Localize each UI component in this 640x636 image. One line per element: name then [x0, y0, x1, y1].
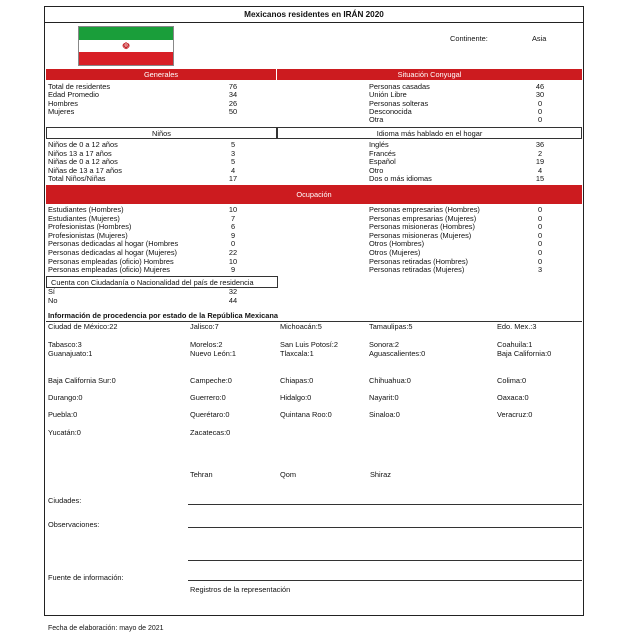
ocup-left-label: Profesionistas (Mujeres)	[48, 230, 128, 240]
state-count: Veracruz:0	[497, 410, 533, 419]
idioma-rows-label: Español	[369, 157, 396, 167]
idioma-header: Idioma más hablado en el hogar	[277, 127, 582, 139]
state-count: Yucatán:0	[48, 428, 81, 437]
idioma-rows-value: 36	[535, 140, 545, 149]
ocup-right-label: Personas empresarias (Mujeres)	[369, 213, 477, 223]
ocup-left-value: 22	[228, 248, 238, 257]
ninos-header: Niños	[46, 127, 277, 139]
state-count: Sinaloa:0	[369, 410, 400, 419]
ciudades-label: Ciudades:	[48, 496, 82, 505]
conyugal-rows-label: Desconocida	[369, 106, 412, 116]
ocup-right-label: Otros (Mujeres)	[369, 248, 421, 257]
ocup-left-label: Profesionistas (Hombres)	[48, 222, 132, 232]
ocup-left-label: Personas dedicadas al hogar (Hombres	[48, 239, 179, 249]
ocup-right-value: 0	[537, 222, 543, 232]
ocup-left-label: Estudiantes (Mujeres)	[48, 213, 120, 223]
ocup-left-value: 0	[230, 239, 236, 249]
ninos-rows-label: Total Niños/Niñas	[48, 174, 106, 184]
state-count: Jalisco:7	[190, 322, 219, 331]
fuente-value: Registros de la representación	[190, 585, 291, 594]
state-count: Querétaro:0	[190, 410, 230, 419]
conyugal-rows-label: Unión Libre	[369, 90, 407, 100]
state-count: Nayarit:0	[369, 393, 399, 402]
ciudadania-header: Cuenta con Ciudadanía o Nacionalidad del país de residencia	[46, 276, 278, 288]
state-count: Michoacán:5	[280, 322, 322, 331]
ocup-left-label: Personas dedicadas al hogar (Mujeres)	[48, 248, 177, 257]
ocup-left-label: Personas empleadas (oficio) Mujeres	[48, 265, 170, 275]
ciud-rows-label: No	[48, 295, 58, 305]
idioma-rows-value: 19	[535, 157, 545, 167]
ocup-right-label: Personas retiradas (Hombres)	[369, 256, 468, 266]
observaciones-line-1	[188, 527, 582, 528]
state-count: Aguascalientes:0	[369, 349, 426, 358]
state-count: Tamaulipas:5	[369, 322, 413, 331]
ocup-right-label: Otros (Hombres)	[369, 239, 425, 249]
ocup-left-label: Estudiantes (Hombres)	[48, 205, 124, 214]
ocup-right-label: Personas retiradas (Mujeres)	[369, 265, 465, 275]
continent-label: Continente:	[450, 34, 488, 43]
ocup-right-value: 0	[537, 248, 543, 257]
city-1: Tehran	[190, 470, 213, 479]
state-count: Quintana Roo:0	[280, 410, 332, 419]
procedencia-header: Información de procedencia por estado de la República Mexicana	[48, 311, 278, 320]
state-count: Ciudad de México:22	[48, 322, 118, 331]
state-count: Morelos:2	[190, 340, 223, 349]
observaciones-label: Observaciones:	[48, 520, 100, 529]
ocup-right-value: 0	[537, 256, 543, 266]
conyugal-rows-value: 0	[537, 98, 543, 108]
idioma-rows-label: Dos o más idiomas	[369, 174, 432, 184]
generales-rows-label: Hombres	[48, 98, 78, 108]
conyugal-rows-label: Personas solteras	[369, 98, 429, 108]
generales-rows-label: Mujeres	[48, 106, 75, 116]
state-count: Baja California Sur:0	[48, 376, 116, 385]
ocup-right-label: Personas misioneras (Mujeres)	[369, 230, 472, 240]
idioma-rows-label: Otro	[369, 165, 384, 175]
ciud-rows-value: 44	[228, 295, 238, 305]
conyugal-rows-value: 30	[535, 90, 545, 100]
conyugal-rows-value: 0	[537, 115, 543, 125]
page-title: Mexicanos residentes en IRÁN 2020	[44, 6, 584, 23]
ciud-rows-value: 32	[228, 287, 238, 296]
state-count: Guanajuato:1	[48, 349, 93, 358]
state-count: Durango:0	[48, 393, 83, 402]
state-count: Colima:0	[497, 376, 527, 385]
ciud-rows-label: Sí	[48, 287, 55, 296]
conyugal-rows-value: 0	[537, 106, 543, 116]
state-count: Nuevo León:1	[190, 349, 237, 358]
ocup-right-value: 0	[537, 205, 543, 214]
ocup-right-value: 0	[537, 239, 543, 249]
idioma-rows-value: 15	[535, 174, 545, 184]
state-count: Campeche:0	[190, 376, 232, 385]
observaciones-line-2	[188, 560, 582, 561]
generales-rows-value: 50	[228, 106, 238, 116]
ocup-left-value: 9	[230, 265, 236, 275]
generales-header: Generales	[46, 69, 276, 80]
ninos-rows-value: 17	[228, 174, 238, 184]
flag-white-stripe	[79, 40, 173, 52]
ocup-left-value: 10	[228, 256, 238, 266]
ocup-right-label: Personas empresarias (Hombres)	[369, 205, 480, 214]
iran-flag	[78, 26, 174, 66]
generales-rows-value: 76	[228, 82, 238, 91]
flag-red-stripe	[79, 52, 173, 65]
conyugal-rows-value: 46	[535, 82, 545, 91]
state-count: Tlaxcala:1	[280, 349, 314, 358]
ocup-right-value: 0	[537, 230, 543, 240]
idioma-rows-label: Inglés	[369, 140, 389, 149]
generales-rows-value: 34	[228, 90, 238, 100]
state-count: Hidalgo:0	[280, 393, 312, 402]
generales-rows-label: Edad Promedio	[48, 90, 99, 100]
idioma-rows-value: 2	[537, 148, 543, 158]
ocupacion-header: Ocupación	[46, 185, 582, 204]
conyugal-header: Situación Conyugal	[277, 69, 582, 80]
city-2: Qom	[280, 470, 297, 479]
generales-rows-label: Total de residentes	[48, 82, 111, 91]
conyugal-rows-label: Otra	[369, 115, 384, 125]
ocup-right-value: 0	[537, 213, 543, 223]
ninos-rows-label: Niños de 0 a 12 años	[48, 140, 118, 149]
idioma-rows-label: Francés	[369, 148, 396, 158]
ocup-left-value: 10	[228, 205, 238, 214]
fuente-label: Fuente de información:	[48, 573, 124, 582]
ninos-rows-label: Niños 13 a 17 años	[48, 148, 112, 158]
flag-emblem-icon: ☫	[121, 41, 131, 51]
state-count: Edo. Mex.:3	[497, 322, 537, 331]
ocup-left-label: Personas empleadas (oficio) Hombres	[48, 256, 174, 266]
state-count: Sonora:2	[369, 340, 399, 349]
fecha-elaboracion: Fecha de elaboración: mayo de 2021	[48, 625, 164, 632]
flag-green-stripe	[79, 27, 173, 40]
ninos-rows-value: 5	[230, 157, 236, 167]
state-count: Baja California:0	[497, 349, 552, 358]
ninos-rows-label: Niñas de 13 a 17 años	[48, 165, 122, 175]
conyugal-rows-label: Personas casadas	[369, 82, 430, 91]
ninos-rows-value: 5	[230, 140, 236, 149]
state-count: Chihuahua:0	[369, 376, 411, 385]
state-count: Zacatecas:0	[190, 428, 231, 437]
ninos-rows-label: Niñas de 0 a 12 años	[48, 157, 118, 167]
state-count: Chiapas:0	[280, 376, 314, 385]
ninos-rows-value: 3	[230, 148, 236, 158]
ocup-left-value: 7	[230, 213, 236, 223]
state-count: Oaxaca:0	[497, 393, 529, 402]
ocup-right-value: 3	[537, 265, 543, 275]
ninos-rows-value: 4	[230, 165, 236, 175]
city-3: Shiraz	[370, 470, 391, 479]
fuente-line	[188, 580, 582, 581]
state-count: Guerrero:0	[190, 393, 226, 402]
ocup-left-value: 9	[230, 230, 236, 240]
ocup-left-value: 6	[230, 222, 236, 232]
continent-value: Asia	[532, 34, 547, 43]
generales-rows-value: 26	[228, 98, 238, 108]
ocup-right-label: Personas misioneras (Hombres)	[369, 222, 475, 232]
state-count: Coahuila:1	[497, 340, 533, 349]
state-count: Puebla:0	[48, 410, 78, 419]
state-count: San Luis Potosí:2	[280, 340, 338, 349]
state-count: Tabasco:3	[48, 340, 82, 349]
idioma-rows-value: 4	[537, 165, 543, 175]
ciudades-line	[188, 504, 582, 505]
